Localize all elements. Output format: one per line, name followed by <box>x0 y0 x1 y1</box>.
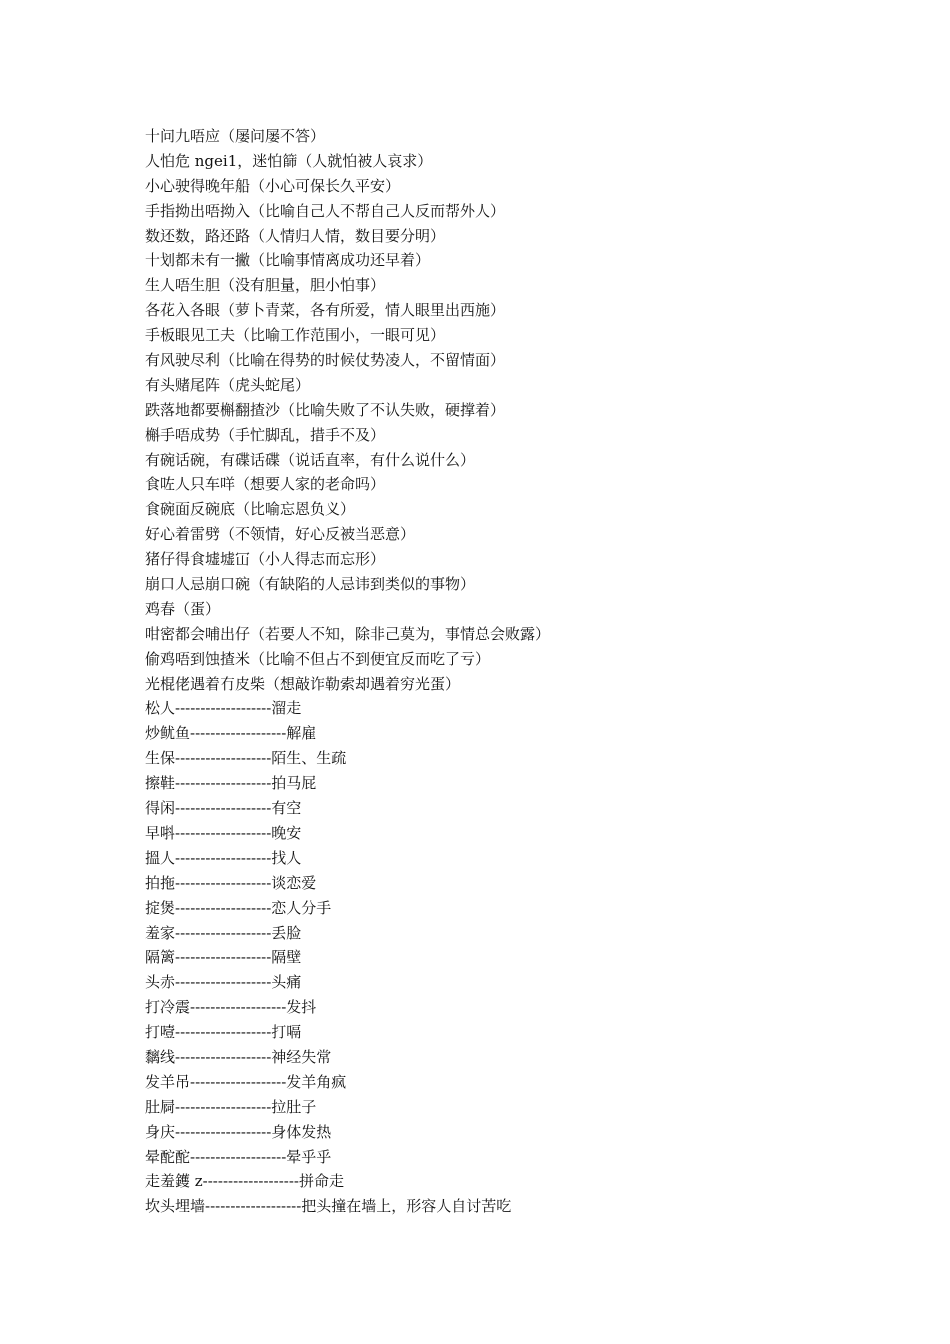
glossary-line: 发羊吊-------------------发羊角疯 <box>145 1072 347 1091</box>
glossary-line: 早唞-------------------晚安 <box>145 823 302 842</box>
glossary-line: 拍拖-------------------谈恋爱 <box>145 873 317 892</box>
text-line: 食碗面反碗底（比喻忘恩负义） <box>145 500 356 519</box>
glossary-line: 打噎-------------------打嗝 <box>145 1023 302 1042</box>
glossary-line: 肚屙-------------------拉肚子 <box>145 1097 317 1116</box>
text-line: 食咗人只车咩（想要人家的老命吗） <box>145 475 386 494</box>
glossary-line: 黐线-------------------神经失常 <box>145 1047 332 1066</box>
text-body <box>145 124 905 1219</box>
text-line: 生人唔生胆（没有胆量，胆小怕事） <box>145 276 386 295</box>
text-line: 有风驶尽利（比喻在得势的时候仗势凌人，不留情面） <box>145 351 506 370</box>
glossary-line: 松人-------------------溜走 <box>145 699 302 718</box>
text-line: 手板眼见工夫（比喻工作范围小，一眼可见） <box>145 326 446 345</box>
text-line: 十问九唔应（屡问屡不答） <box>145 127 326 145</box>
text-line: 猪仔得食墟墟冚（小人得志而忘形） <box>145 550 386 569</box>
glossary-line: 得闲-------------------有空 <box>145 799 302 818</box>
glossary-line: 坎头埋墙-------------------把头撞在墙上，形容人自讨苦吃 <box>145 1197 512 1216</box>
text-line: 光棍佬遇着冇皮柴（想敲诈勒索却遇着穷光蛋） <box>145 674 461 693</box>
text-line: 有碗话碗，有碟话碟（说话直率，有什么说什么） <box>145 450 476 469</box>
text-line: 咁密都会哺出仔（若要人不知，除非己莫为，事情总会败露） <box>145 624 551 643</box>
glossary-line: 打冷震-------------------发抖 <box>145 998 317 1017</box>
text-line: 数还数，路还路（人情归人情，数目要分明） <box>145 226 446 245</box>
glossary-line: 隔篱-------------------隔壁 <box>145 948 302 967</box>
text-line: 各花入各眼（萝卜青菜，各有所爱，情人眼里出西施） <box>145 301 506 320</box>
glossary-line: 搵人-------------------找人 <box>145 848 302 867</box>
text-line: 十划都未有一撇（比喻事情离成功还早着） <box>145 251 431 270</box>
glossary-line: 炒鱿鱼-------------------解雇 <box>145 724 317 743</box>
glossary-line: 头赤-------------------头痛 <box>145 973 302 992</box>
glossary-line: 羞家-------------------丢脸 <box>145 923 302 942</box>
text-line: 鸡春（蛋） <box>145 599 221 618</box>
text-line: 手指拗出唔拗入（比喻自己人不帮自己人反而帮外人） <box>145 201 506 220</box>
text-line: 槲手唔成势（手忙脚乱，措手不及） <box>145 425 386 444</box>
glossary-line: 晕酡酡-------------------晕乎乎 <box>145 1147 332 1166</box>
glossary-line: 生保-------------------陌生、生疏 <box>145 749 347 768</box>
text-line: 好心着雷劈（不领情，好心反被当恶意） <box>145 525 416 544</box>
text-line: 有头赌尾阵（虎头蛇尾） <box>145 375 311 394</box>
glossary-line: 走羞鑊 z-------------------拼命走 <box>145 1172 344 1191</box>
text-line: 偷鸡唔到蚀揸米（比喻不但占不到便宜反而吃了亏） <box>145 649 491 668</box>
text-line: 跌落地都要槲翻揸沙（比喻失败了不认失败，硬撑着） <box>145 400 506 419</box>
glossary-line: 掟煲-------------------恋人分手 <box>145 898 332 917</box>
text-line: 小心驶得晚年船（小心可保长久平安） <box>145 176 401 195</box>
text-line: 人怕危 ngei1，迷怕篩（人就怕被人哀求） <box>145 151 433 170</box>
text-line: 崩口人忌崩口碗（有缺陷的人忌讳到类似的事物） <box>145 575 476 594</box>
glossary-line: 擦鞋-------------------拍马屁 <box>145 774 317 793</box>
glossary-line: 身庆-------------------身体发热 <box>145 1122 332 1141</box>
